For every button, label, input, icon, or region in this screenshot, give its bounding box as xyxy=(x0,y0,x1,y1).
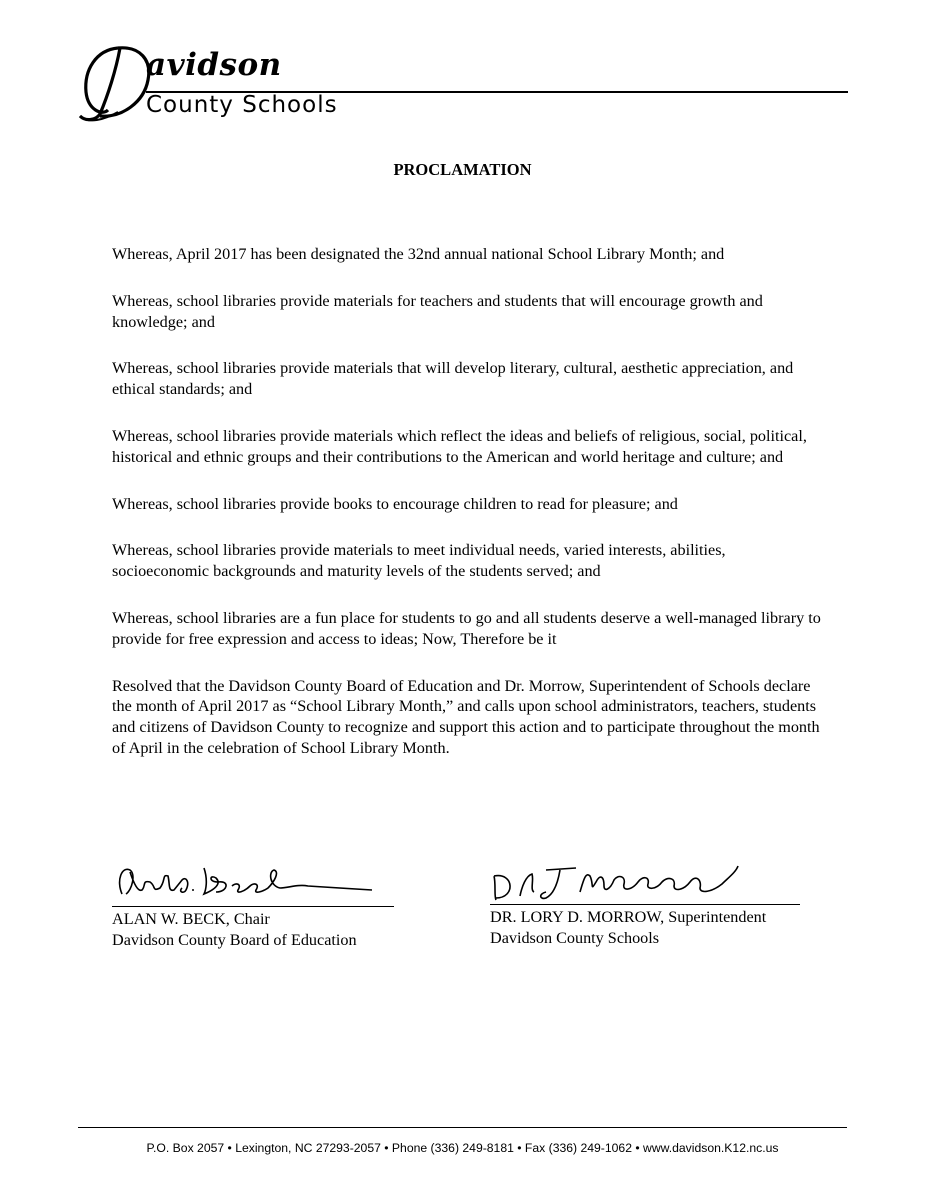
district-logo-icon xyxy=(78,40,153,125)
signer-name: ALAN W. BECK, Chair xyxy=(112,910,270,928)
superintendent-signature-icon xyxy=(490,862,800,904)
paragraph: Whereas, school libraries provide materials for teachers and students that will encourage growth and knowledge; and xyxy=(112,291,763,331)
signer-org: Davidson County Schools xyxy=(490,928,660,947)
signature-line xyxy=(112,906,394,907)
signature-block-chair xyxy=(112,870,394,951)
paragraph: Whereas, school libraries provide materials which reflect the ideas and beliefs of religious, social, political, historical and ethnic groups and their contributions to the American and world heritage and culture; and xyxy=(112,426,807,466)
chair-signature-icon xyxy=(112,860,394,900)
footer-rule xyxy=(78,1127,847,1128)
logo-subtitle: County Schools xyxy=(146,92,338,118)
footer-contact: P.O. Box 2057 • Lexington, NC 27293-2057 • Phone (336) 249-8181 • Fax (336) 249-1062 • www.davidson.K12.nc.us xyxy=(146,1141,779,1155)
paragraph: Whereas, school libraries provide books to encourage children to read for pleasure; and xyxy=(112,494,678,513)
proclamation-body xyxy=(112,244,822,785)
paragraph: Whereas, April 2017 has been designated the 32nd annual national School Library Month; and xyxy=(112,245,725,263)
signer-org: Davidson County Board of Education xyxy=(112,930,357,949)
letterhead xyxy=(78,40,848,125)
paragraph: Resolved that the Davidson County Board of Education and Dr. Morrow, Superintendent of Schools declare the month of April 2017 as “School Library Month,” and calls upon school administrators, teachers, students and citizens of Davidson County to recognize and support this action and to participate throughout the month of April in the celebration of School Library Month. xyxy=(112,676,820,757)
paragraph: Whereas, school libraries are a fun place for students to go and all students deserve a well-managed library to provide for free expression and access to ideas; Now, Therefore be it xyxy=(112,608,821,648)
logo-script-name: avidson xyxy=(146,47,282,83)
signer-name: DR. LORY D. MORROW, Superintendent xyxy=(490,908,767,926)
signature-line xyxy=(490,904,800,905)
paragraph: Whereas, school libraries provide materials to meet individual needs, varied interests, abilities, socioeconomic backgrounds and maturity levels of the students served; and xyxy=(112,541,726,581)
paragraph: Whereas, school libraries provide materials that will develop literary, cultural, aesthetic appreciation, and ethical standards; and xyxy=(112,359,794,399)
page-title: PROCLAMATION xyxy=(393,160,532,179)
signature-block-superintendent xyxy=(490,866,800,949)
